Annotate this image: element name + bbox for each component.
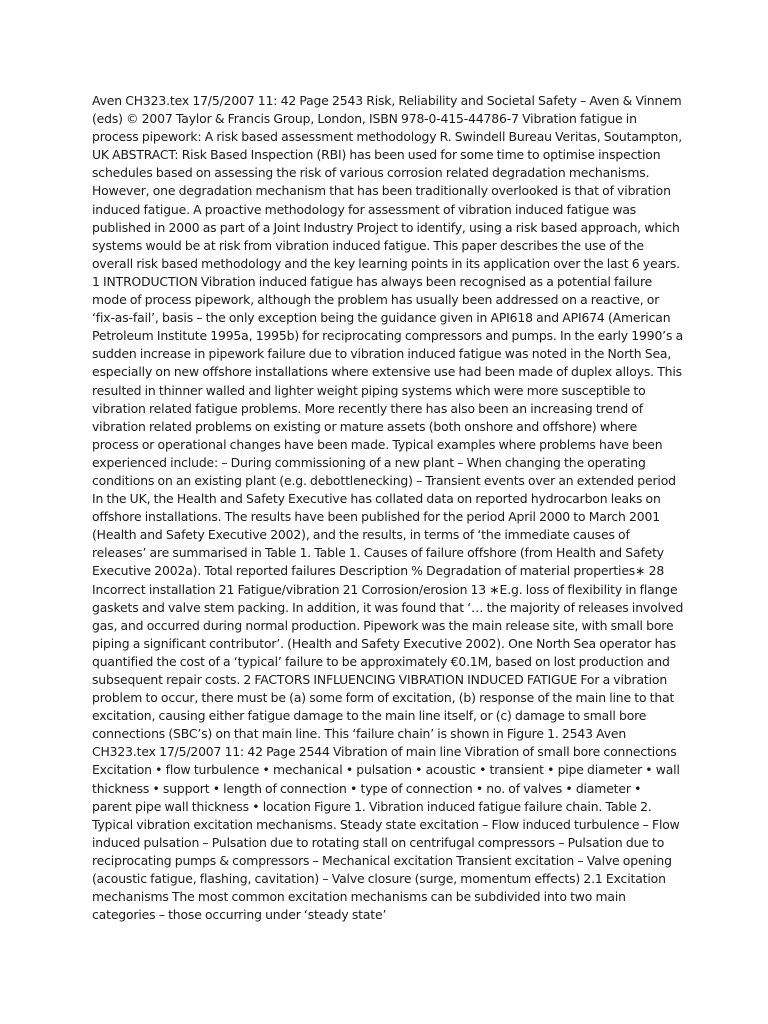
document-page bbox=[92, 92, 684, 924]
document-body-text: Aven CH323.tex 17/5/2007 11: 42 Page 2543 Risk, Reliability and Societal Safety – Aven & Vinnem (eds) © 2007 Taylor & Francis Group, London, ISBN 978-0-415-44786-7 Vibration fatigue in process pipework: A risk based assessment methodology R. Swindell Bureau Veritas, Soutampton, UK ABSTRACT: Risk Based Inspection (RBI) has been used for some time to optimise inspection schedules based on assessing the risk of various corrosion related degradation mechanisms. However, one degradation mechanism that has been traditionally overlooked is that of vibration induced fatigue. A proactive methodology for assessment of vibration induced fatigue was published in 2000 as part of a Joint Industry Project to identify, using a risk based approach, which systems would be at risk from vibration induced fatigue. This paper describes the use of the overall risk based methodology and the key learning points in its application over the last 6 years. 1 INTRODUCTION Vibration induced fatigue has always been recognised as a potential failure mode of process pipework, although the problem has usually been addressed on a reactive, or ‘fix-as-fail’, basis – the only exception being the guidance given in API618 and API674 (American Petroleum Institute 1995a, 1995b) for reciprocating compressors and pumps. In the early 1990’s a sudden increase in pipework failure due to vibration induced fatigue was noted in the North Sea, especially on new offshore installations where extensive use had been made of duplex alloys. This resulted in thinner walled and lighter weight piping systems which were more susceptible to vibration related fatigue problems. More recently there has also been an increasing trend of vibration related problems on existing or mature assets (both onshore and offshore) where process or operational changes have been made. Typical examples where problems have been experienced include: – During commissioning of a new plant – When changing the operating conditions on an existing plant (e.g. debottlenecking) – Transient events over an extended period In the UK, the Health and Safety Executive has collated data on reported hydrocarbon leaks on offshore installations. The results have been published for the period April 2000 to March 2001 (Health and Safety Executive 2002), and the results, in terms of ‘the immediate causes of releases’ are summarised in Table 1. Table 1. Causes of failure offshore (from Health and Safety Executive 2002a). Total reported failures Description % Degradation of material properties∗ 28 Incorrect installation 21 Fatigue/vibration 21 Corrosion/erosion 13 ∗E.g. loss of flexibility in flange gaskets and valve stem packing. In addition, it was found that ‘… the majority of releases involved gas, and occurred during normal production. Pipework was the main release site, with small bore piping a significant contributor’. (Health and Safety Executive 2002). One North Sea operator has quantified the cost of a ‘typical’ failure to be approximately €0.1M, based on lost production and subsequent repair costs. 2 FACTORS INFLUENCING VIBRATION INDUCED FATIGUE For a vibration problem to occur, there must be (a) some form of excitation, (b) response of the main line to that excitation, causing either fatigue damage to the main line itself, or (c) damage to small bore connections (SBC’s) on that main line. This ‘failure chain’ is shown in Figure 1. 2543 Aven CH323.tex 17/5/2007 11: 42 Page 2544 Vibration of main line Vibration of small bore connections Excitation • flow turbulence • mechanical • pulsation • acoustic • transient • pipe diameter • wall thickness • support • length of connection • type of connection • no. of valves • diameter • parent pipe wall thickness • location Figure 1. Vibration induced fatigue failure chain. Table 2. Typical vibration excitation mechanisms. Steady state excitation – Flow induced turbulence – Flow induced pulsation – Pulsation due to rotating stall on centrifugal compressors – Pulsation due to reciprocating pumps & compressors – Mechanical excitation Transient excitation – Valve opening (acoustic fatigue, flashing, cavitation) – Valve closure (surge, momentum effects) 2.1 Excitation mechanisms The most common excitation mechanisms can be subdivided into two main categories – those occurring under ‘steady state’ bbox=[92, 93, 684, 923]
